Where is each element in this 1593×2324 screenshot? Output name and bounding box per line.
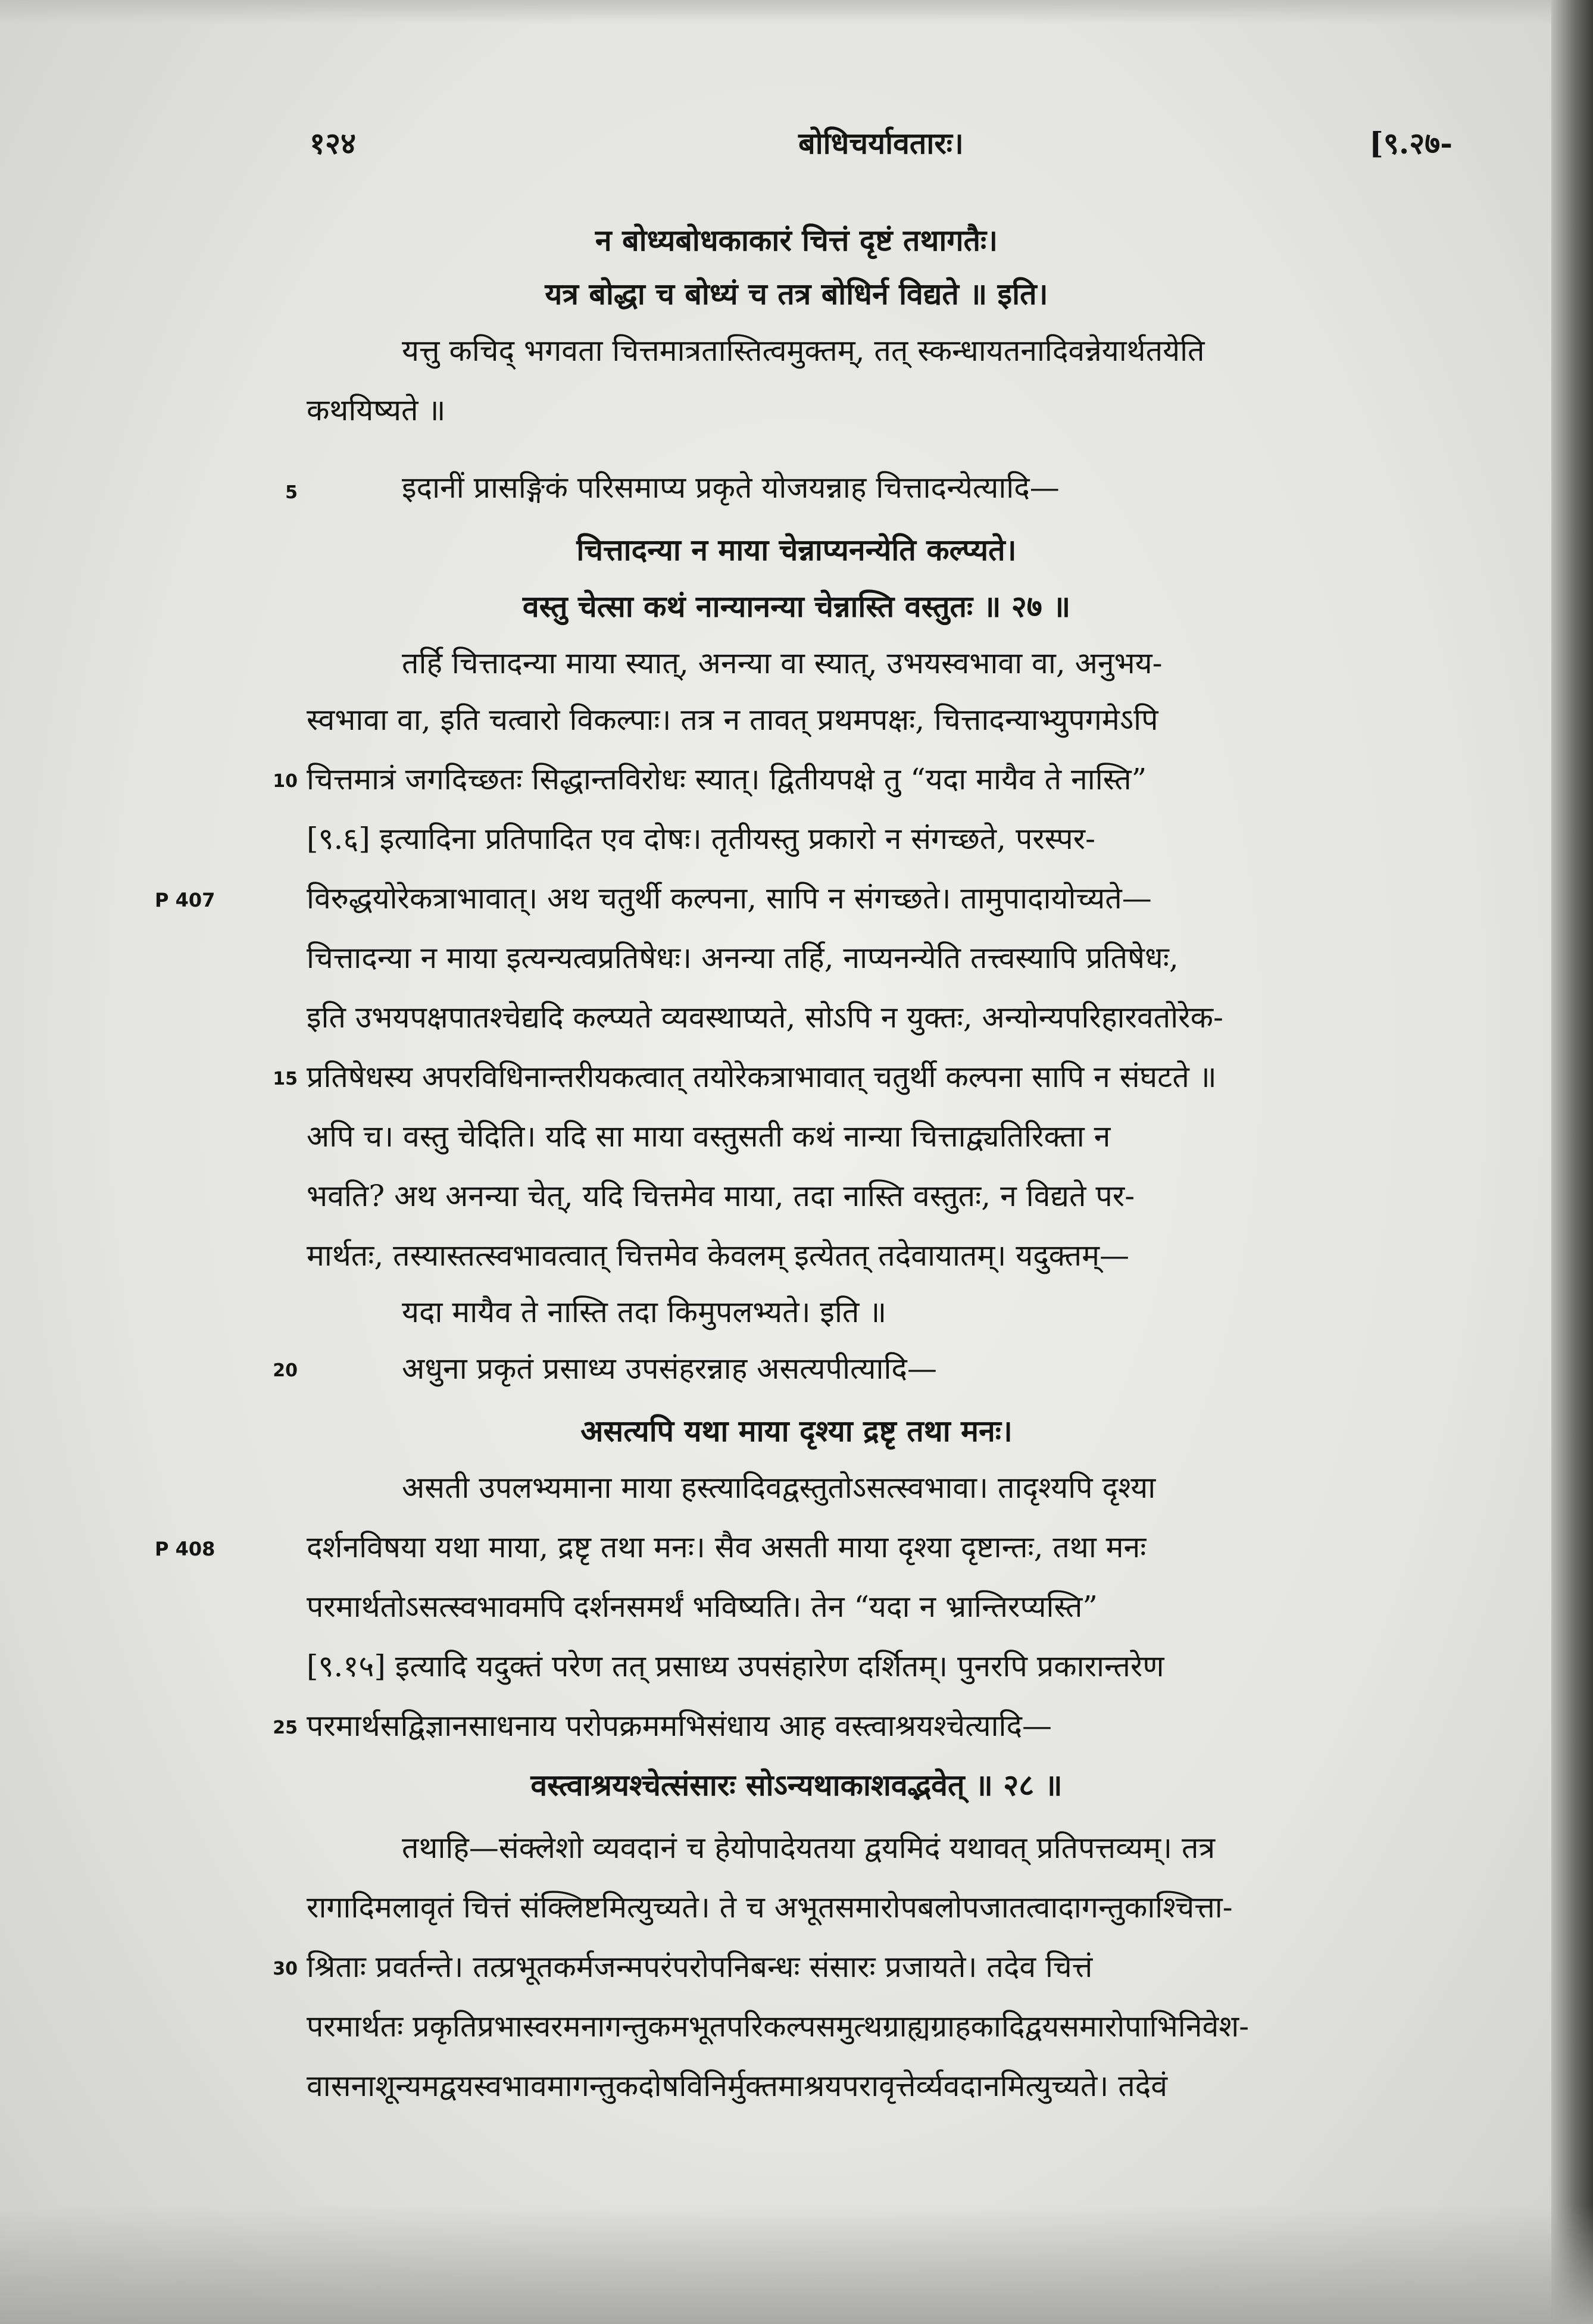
text-line: [९.१५] इत्यादि यदुक्तं परेण तत् प्रसाध्य उपसंहारेण दर्शितम्। पुनरपि प्रकारान्तरेण (307, 1649, 1164, 1683)
text-line: यदा मायैव ते नास्ति तदा किमुपलभ्यते। इति ॥ (402, 1295, 887, 1329)
text-line: परमार्थतोऽसत्स्वभावमपि दर्शनसमर्थं भविष्यति। तेन “यदा न भ्रान्तिरप्यस्ति” (307, 1589, 1098, 1624)
edition-page-ref: P 408 (155, 1538, 215, 1560)
line-number: 25 (273, 1717, 298, 1738)
text-line: यत्तु कचिद् भगवता चित्तमात्रतास्तित्वमुक्तम्, तत् स्कन्धायतनादिवन्नेयार्थतयेति (402, 333, 1205, 368)
text-line: भवति? अथ अनन्या चेत्, यदि चित्तमेव माया, तदा नास्ति वस्तुतः, न विद्यते पर- (307, 1179, 1135, 1213)
text-line: अधुना प्रकृतं प्रसाध्य उपसंहरन्नाह असत्यपीत्यादि— (402, 1351, 937, 1386)
text-line: अपि च। वस्तु चेदिति। यदि सा माया वस्तुसती कथं नान्या चित्ताद्व्यतिरिक्ता न (307, 1119, 1111, 1154)
text-line: तथाहि—संक्लेशो व्यवदानं च हेयोपादेयतया द्वयमिदं यथावत् प्रतिपत्तव्यम्। तत्र (402, 1831, 1216, 1865)
text-line: चित्तमात्रं जगदिच्छतः सिद्धान्तविरोधः स्यात्। द्वितीयपक्षे तु “यदा मायैव ते नास्ति” (307, 762, 1147, 796)
line-number: 20 (273, 1360, 298, 1381)
text-line: विरुद्धयोरेकत्राभावात्। अथ चतुर्थी कल्पना, सापि न संगच्छते। तामुपादायोच्यते— (307, 881, 1152, 916)
text-line: दर्शनविषया यथा माया, द्रष्टृ तथा मनः। सैव असती माया दृश्या दृष्टान्तः, तथा मनः (307, 1530, 1147, 1564)
text-line: असती उपलभ्यमाना माया हस्त्यादिवद्वस्तुतोऽसत्स्वभावा। तादृश्यपि दृश्या (402, 1470, 1156, 1505)
line-number: 10 (273, 771, 298, 792)
verse-line: वस्तु चेत्सा कथं नान्यानन्या चेन्नास्ति वस्तुतः ॥ २७ ॥ (522, 589, 1071, 624)
text-line: [९.६] इत्यादिना प्रतिपादित एव दोषः। तृतीयस्तु प्रकारो न संगच्छते, परस्पर- (307, 821, 1095, 856)
verse-line: असत्यपि यथा माया दृश्या द्रष्टृ तथा मनः। (580, 1413, 1013, 1448)
text-line: वासनाशून्यमद्वयस्वभावमागन्तुकदोषविनिर्मुक्तमाश्रयपरावृत्तेर्व्यवदानमित्युच्यते। तदेवं (307, 2069, 1168, 2103)
text-line: प्रतिषेधस्य अपरविधिनान्तरीयकत्वात् तयोरेकत्राभावात् चतुर्थी कल्पना सापि न संघटते ॥ (307, 1060, 1217, 1094)
line-number: 5 (285, 482, 298, 503)
text-line: तर्हि चित्तादन्या माया स्यात्, अनन्या वा स्यात्, उभयस्वभावा वा, अनुभय- (402, 646, 1163, 680)
page-bottom-shadow (0, 2205, 1593, 2324)
text-line: इति उभयपक्षपातश्चेद्यदि कल्प्यते व्यवस्थाप्यते, सोऽपि न युक्तः, अन्योन्यपरिहारवतोरेक- (307, 1000, 1223, 1035)
text-line: श्रिताः प्रवर्तन्ते। तत्प्रभूतकर्मजन्मपरंपरोपनिबन्धः संसारः प्रजायते। तदेव चित्तं (307, 1950, 1093, 1984)
page-top-shadow (0, 0, 1593, 24)
line-number: 30 (273, 1958, 298, 1979)
page-number: १२४ (310, 126, 356, 161)
text-line: परमार्थतः प्रकृतिप्रभास्वरमनागन्तुकमभूतपरिकल्पसमुत्थग्राह्यग्राहकादिद्वयसमारोपाभिनिवेश- (307, 2009, 1250, 2044)
text-line: परमार्थसद्विज्ञानसाधनाय परोपक्रममभिसंधाय आह वस्त्वाश्रयश्चेत्यादि— (307, 1708, 1052, 1743)
book-spine-edge (1551, 0, 1593, 2324)
text-line: चित्तादन्या न माया इत्यन्यत्वप्रतिषेधः। अनन्या तर्हि, नाप्यनन्येति तत्त्वस्यापि प्रतिषेधः, (307, 941, 1179, 975)
verse-reference: [९.२७- (1369, 126, 1453, 161)
text-line: रागादिमलावृतं चित्तं संक्लिष्टमित्युच्यते। ते च अभूतसमारोपबलोपजातत्वादागन्तुकाश्चित्ता- (307, 1890, 1233, 1925)
text-line: कथयिष्यते ॥ (307, 393, 446, 427)
verse-line: न बोध्यबोधकाकारं चित्तं दृष्टं तथागतैः। (595, 223, 998, 258)
text-line: इदानीं प्रासङ्गिकं परिसमाप्य प्रकृते योजयन्नाह चित्तादन्येत्यादि— (402, 470, 1060, 505)
verse-line: चित्तादन्या न माया चेन्नाप्यनन्येति कल्प्यते। (576, 532, 1017, 567)
running-title: बोधिचर्यावतारः। (798, 126, 964, 161)
verse-line: यत्र बोद्धा च बोध्यं च तत्र बोधिर्न विद्यते ॥ इति। (545, 276, 1048, 311)
line-number: 15 (273, 1069, 298, 1089)
text-line: स्वभावा वा, इति चत्वारो विकल्पाः। तत्र न तावत् प्रथमपक्षः, चित्तादन्याभ्युपगमेऽपि (307, 702, 1158, 737)
verse-line: वस्त्वाश्रयश्चेत्संसारः सोऽन्यथाकाशवद्भवेत् ॥ २८ ॥ (530, 1767, 1063, 1803)
running-header (310, 122, 1453, 176)
text-line: मार्थतः, तस्यास्तत्स्वभावत्वात् चित्तमेव केवलम् इत्येतत् तदेवायातम्। यदुक्तम्— (307, 1238, 1130, 1273)
edition-page-ref: P 407 (155, 889, 215, 911)
